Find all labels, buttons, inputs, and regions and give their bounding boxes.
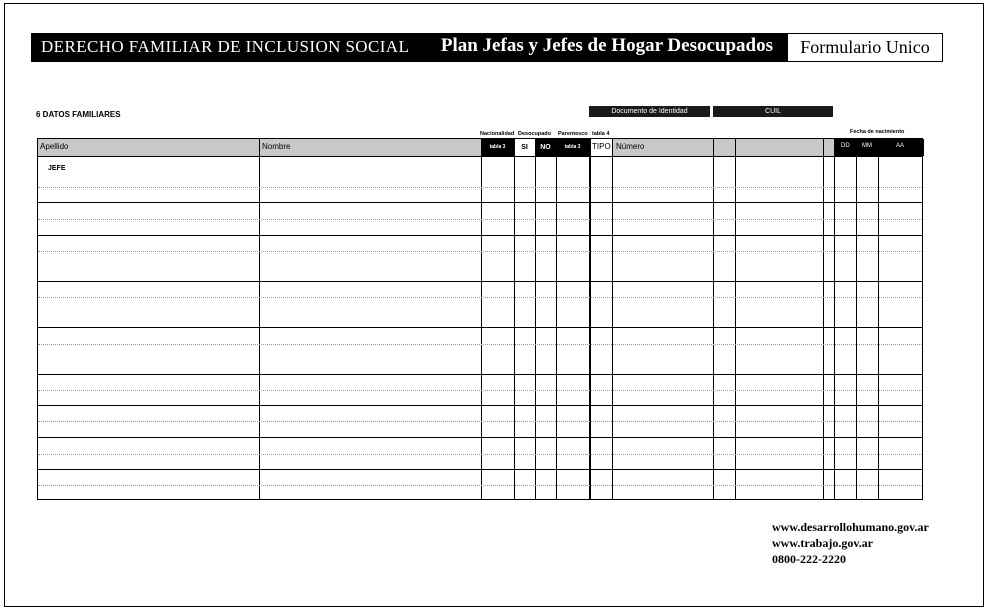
row-divider	[38, 374, 922, 375]
desocupado-label: Desocupado	[518, 131, 552, 137]
row-divider	[38, 202, 922, 203]
numero-header: Número	[616, 142, 645, 151]
si-cell: SI	[514, 139, 535, 156]
parentesco-tabla-cell: tabla 3	[556, 139, 589, 156]
tipo-header: TIPO	[592, 142, 611, 151]
apellido-header: Apellido	[40, 142, 69, 151]
row-guide	[38, 344, 922, 345]
row-guide	[38, 421, 922, 422]
no-cell: NO	[535, 139, 556, 156]
row-divider	[38, 235, 922, 236]
row-divider	[38, 469, 922, 470]
col-divider	[514, 139, 515, 499]
parentesco-label: Parentesco	[558, 131, 588, 137]
nombre-header: Nombre	[262, 142, 291, 151]
form-title: Formulario Unico	[787, 33, 943, 62]
col-divider	[834, 139, 835, 499]
plan-title: Plan Jefas y Jefes de Hogar Desocupados	[440, 35, 773, 56]
nacionalidad-label: Nacionalidad	[480, 131, 515, 137]
row-divider	[38, 437, 922, 438]
section-title: 6 DATOS FAMILIARES	[36, 110, 121, 119]
col-divider	[856, 139, 857, 499]
row-guide	[38, 219, 922, 220]
phone-number: 0800-222-2220	[772, 552, 846, 566]
row-guide	[38, 251, 922, 252]
col-divider	[259, 139, 260, 499]
col-divider	[589, 139, 591, 499]
dd-header: DD	[841, 143, 850, 149]
row-divider	[38, 327, 922, 328]
col-divider	[823, 139, 824, 499]
nacionalidad-tabla-cell: tabla 3	[481, 139, 514, 156]
col-divider	[878, 139, 879, 499]
row-guide	[38, 485, 922, 486]
family-data-table	[37, 138, 923, 500]
cuil-label: CUIL	[713, 106, 833, 117]
row-divider	[38, 405, 922, 406]
documento-label: Documento de Identidad	[589, 106, 710, 117]
header-bar	[31, 33, 787, 62]
col-divider	[612, 139, 613, 499]
row-divider	[38, 281, 922, 282]
website-trabajo: www.trabajo.gov.ar	[772, 536, 873, 550]
row-divider	[38, 156, 922, 157]
row-guide	[38, 297, 922, 298]
row-guide	[38, 187, 922, 188]
tabla4-label: tabla 4	[592, 131, 610, 137]
document-header-band	[612, 139, 834, 156]
row-guide	[38, 390, 922, 391]
col-divider	[735, 139, 736, 499]
website-desarrollo: www.desarrollohumano.gov.ar	[772, 520, 929, 534]
row-guide	[38, 454, 922, 455]
col-divider	[713, 139, 714, 499]
col-divider	[535, 139, 536, 499]
program-title: DERECHO FAMILIAR DE INCLUSION SOCIAL	[41, 37, 410, 56]
mm-header: MM	[862, 143, 872, 149]
col-divider	[556, 139, 557, 499]
fecha-nacimiento-label: Fecha de nacimiento	[850, 129, 905, 135]
col-divider	[481, 139, 482, 499]
footer-contact	[772, 519, 929, 567]
jefe-row-label: JEFE	[48, 165, 66, 172]
aa-header: AA	[896, 143, 905, 149]
